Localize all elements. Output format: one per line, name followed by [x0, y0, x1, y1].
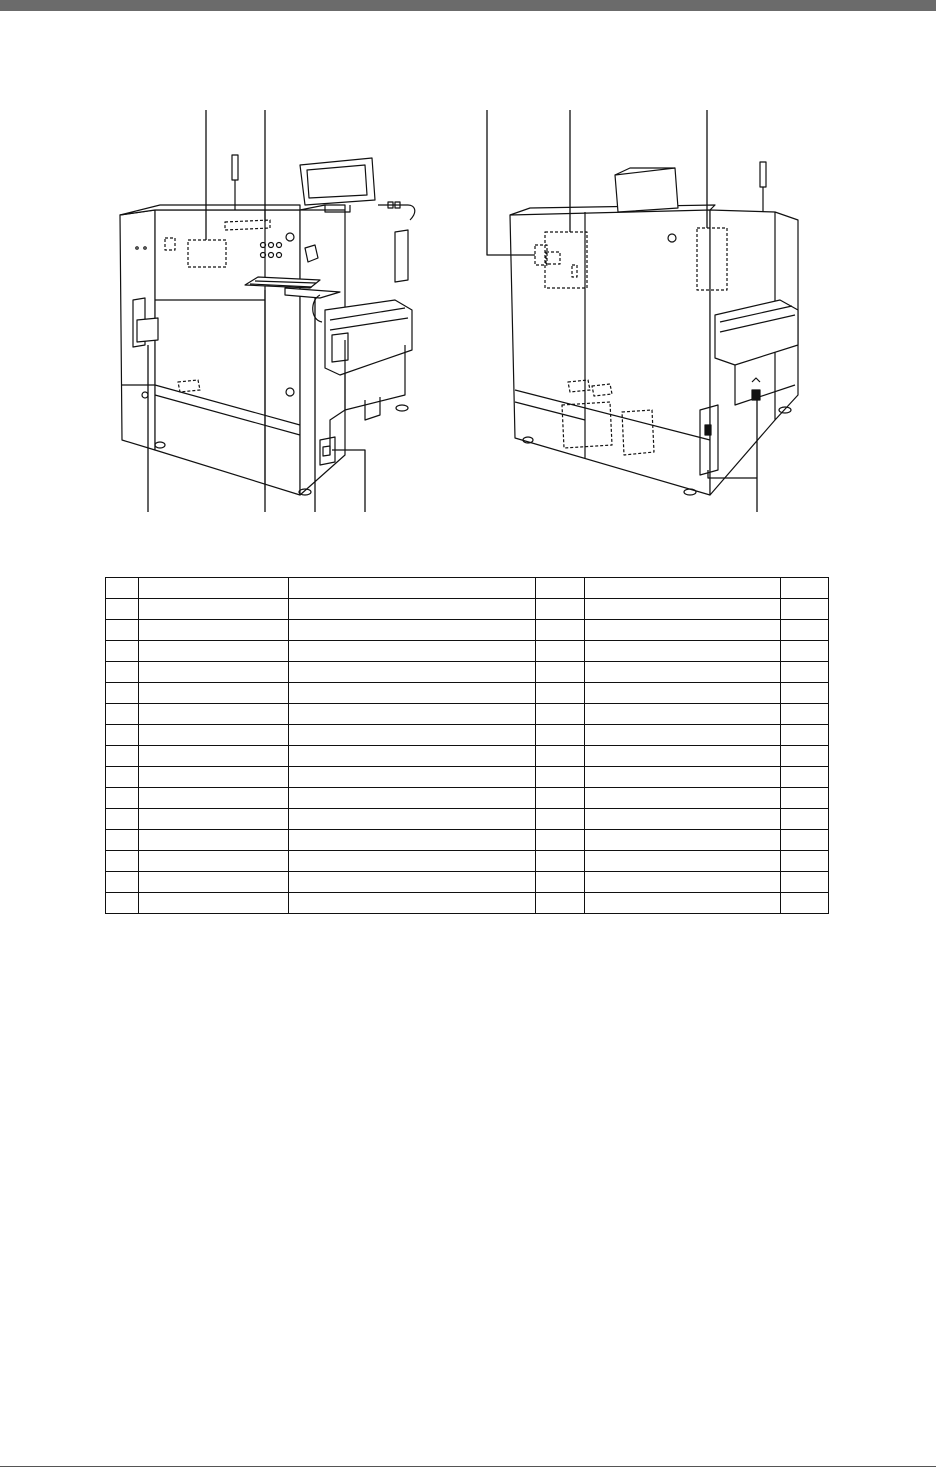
table-cell: [106, 662, 139, 683]
table-cell: [536, 788, 585, 809]
machine-front-view: [120, 155, 415, 495]
table-row: [106, 851, 829, 872]
table-row: [106, 830, 829, 851]
table-cell: [289, 893, 536, 914]
table-cell: [289, 788, 536, 809]
table-cell: [106, 809, 139, 830]
table-cell: [536, 662, 585, 683]
table-cell: [585, 599, 781, 620]
table-row: [106, 641, 829, 662]
table-cell: [585, 620, 781, 641]
table-cell: [781, 725, 829, 746]
table-cell: [781, 599, 829, 620]
table-cell: [585, 683, 781, 704]
table-cell: [289, 746, 536, 767]
table-cell: [585, 809, 781, 830]
table-cell: [106, 872, 139, 893]
table-cell: [289, 809, 536, 830]
table-row: [106, 725, 829, 746]
table-cell: [106, 599, 139, 620]
table-cell: [585, 746, 781, 767]
table-cell: [536, 746, 585, 767]
table-cell: [139, 767, 289, 788]
machine-rear-view: [510, 162, 798, 495]
table-header-cell: [289, 578, 536, 599]
table-cell: [106, 641, 139, 662]
table-header-cell: [139, 578, 289, 599]
table-cell: [536, 851, 585, 872]
table-cell: [289, 851, 536, 872]
table-row: [106, 788, 829, 809]
table-cell: [139, 809, 289, 830]
table-cell: [781, 746, 829, 767]
table-header-cell: [536, 578, 585, 599]
table-cell: [289, 620, 536, 641]
table-cell: [289, 599, 536, 620]
table-row: [106, 704, 829, 725]
table-row: [106, 578, 829, 599]
table-cell: [585, 767, 781, 788]
table-cell: [106, 683, 139, 704]
table-cell: [106, 851, 139, 872]
table-cell: [536, 620, 585, 641]
table-header-cell: [585, 578, 781, 599]
table-cell: [289, 725, 536, 746]
table-cell: [536, 809, 585, 830]
table-cell: [536, 683, 585, 704]
table-cell: [781, 788, 829, 809]
table-cell: [536, 641, 585, 662]
table-header-cell: [781, 578, 829, 599]
table-cell: [536, 767, 585, 788]
table-cell: [139, 599, 289, 620]
table-cell: [781, 662, 829, 683]
table-cell: [536, 599, 585, 620]
table-cell: [585, 704, 781, 725]
table-cell: [781, 704, 829, 725]
table-cell: [781, 683, 829, 704]
table-cell: [139, 830, 289, 851]
table-cell: [585, 788, 781, 809]
table-cell: [536, 872, 585, 893]
table-cell: [139, 725, 289, 746]
table-cell: [585, 851, 781, 872]
machine-illustration: [0, 0, 936, 560]
table-cell: [139, 662, 289, 683]
table-cell: [585, 725, 781, 746]
table-cell: [781, 809, 829, 830]
table-cell: [139, 704, 289, 725]
table-cell: [781, 641, 829, 662]
table-cell: [106, 767, 139, 788]
table-cell: [106, 746, 139, 767]
table-cell: [781, 767, 829, 788]
table-cell: [289, 830, 536, 851]
table-row: [106, 620, 829, 641]
footer-rule: [0, 1466, 936, 1467]
table-cell: [585, 893, 781, 914]
table-cell: [139, 872, 289, 893]
parts-table: [105, 577, 829, 914]
table-cell: [139, 893, 289, 914]
table-cell: [536, 830, 585, 851]
table-cell: [106, 704, 139, 725]
table-row: [106, 599, 829, 620]
table-cell: [106, 893, 139, 914]
table-cell: [781, 851, 829, 872]
table-cell: [585, 662, 781, 683]
table-row: [106, 893, 829, 914]
table-cell: [139, 788, 289, 809]
table-cell: [289, 641, 536, 662]
table-row: [106, 683, 829, 704]
table-row: [106, 872, 829, 893]
table-cell: [106, 725, 139, 746]
table-row: [106, 662, 829, 683]
table-cell: [585, 641, 781, 662]
table-cell: [106, 830, 139, 851]
table-row: [106, 767, 829, 788]
table-cell: [289, 767, 536, 788]
table-cell: [781, 830, 829, 851]
table-cell: [139, 641, 289, 662]
table-row: [106, 746, 829, 767]
table-cell: [106, 788, 139, 809]
table-cell: [139, 746, 289, 767]
table-cell: [139, 683, 289, 704]
table-cell: [536, 893, 585, 914]
table-row: [106, 809, 829, 830]
table-cell: [139, 620, 289, 641]
table-cell: [781, 893, 829, 914]
table-cell: [781, 872, 829, 893]
table-cell: [289, 704, 536, 725]
table-cell: [289, 662, 536, 683]
table-cell: [289, 683, 536, 704]
table-cell: [781, 620, 829, 641]
table-cell: [585, 872, 781, 893]
table-cell: [289, 872, 536, 893]
table-cell: [106, 620, 139, 641]
table-cell: [536, 725, 585, 746]
table-cell: [585, 830, 781, 851]
table-header-cell: [106, 578, 139, 599]
table-cell: [536, 704, 585, 725]
table-cell: [139, 851, 289, 872]
